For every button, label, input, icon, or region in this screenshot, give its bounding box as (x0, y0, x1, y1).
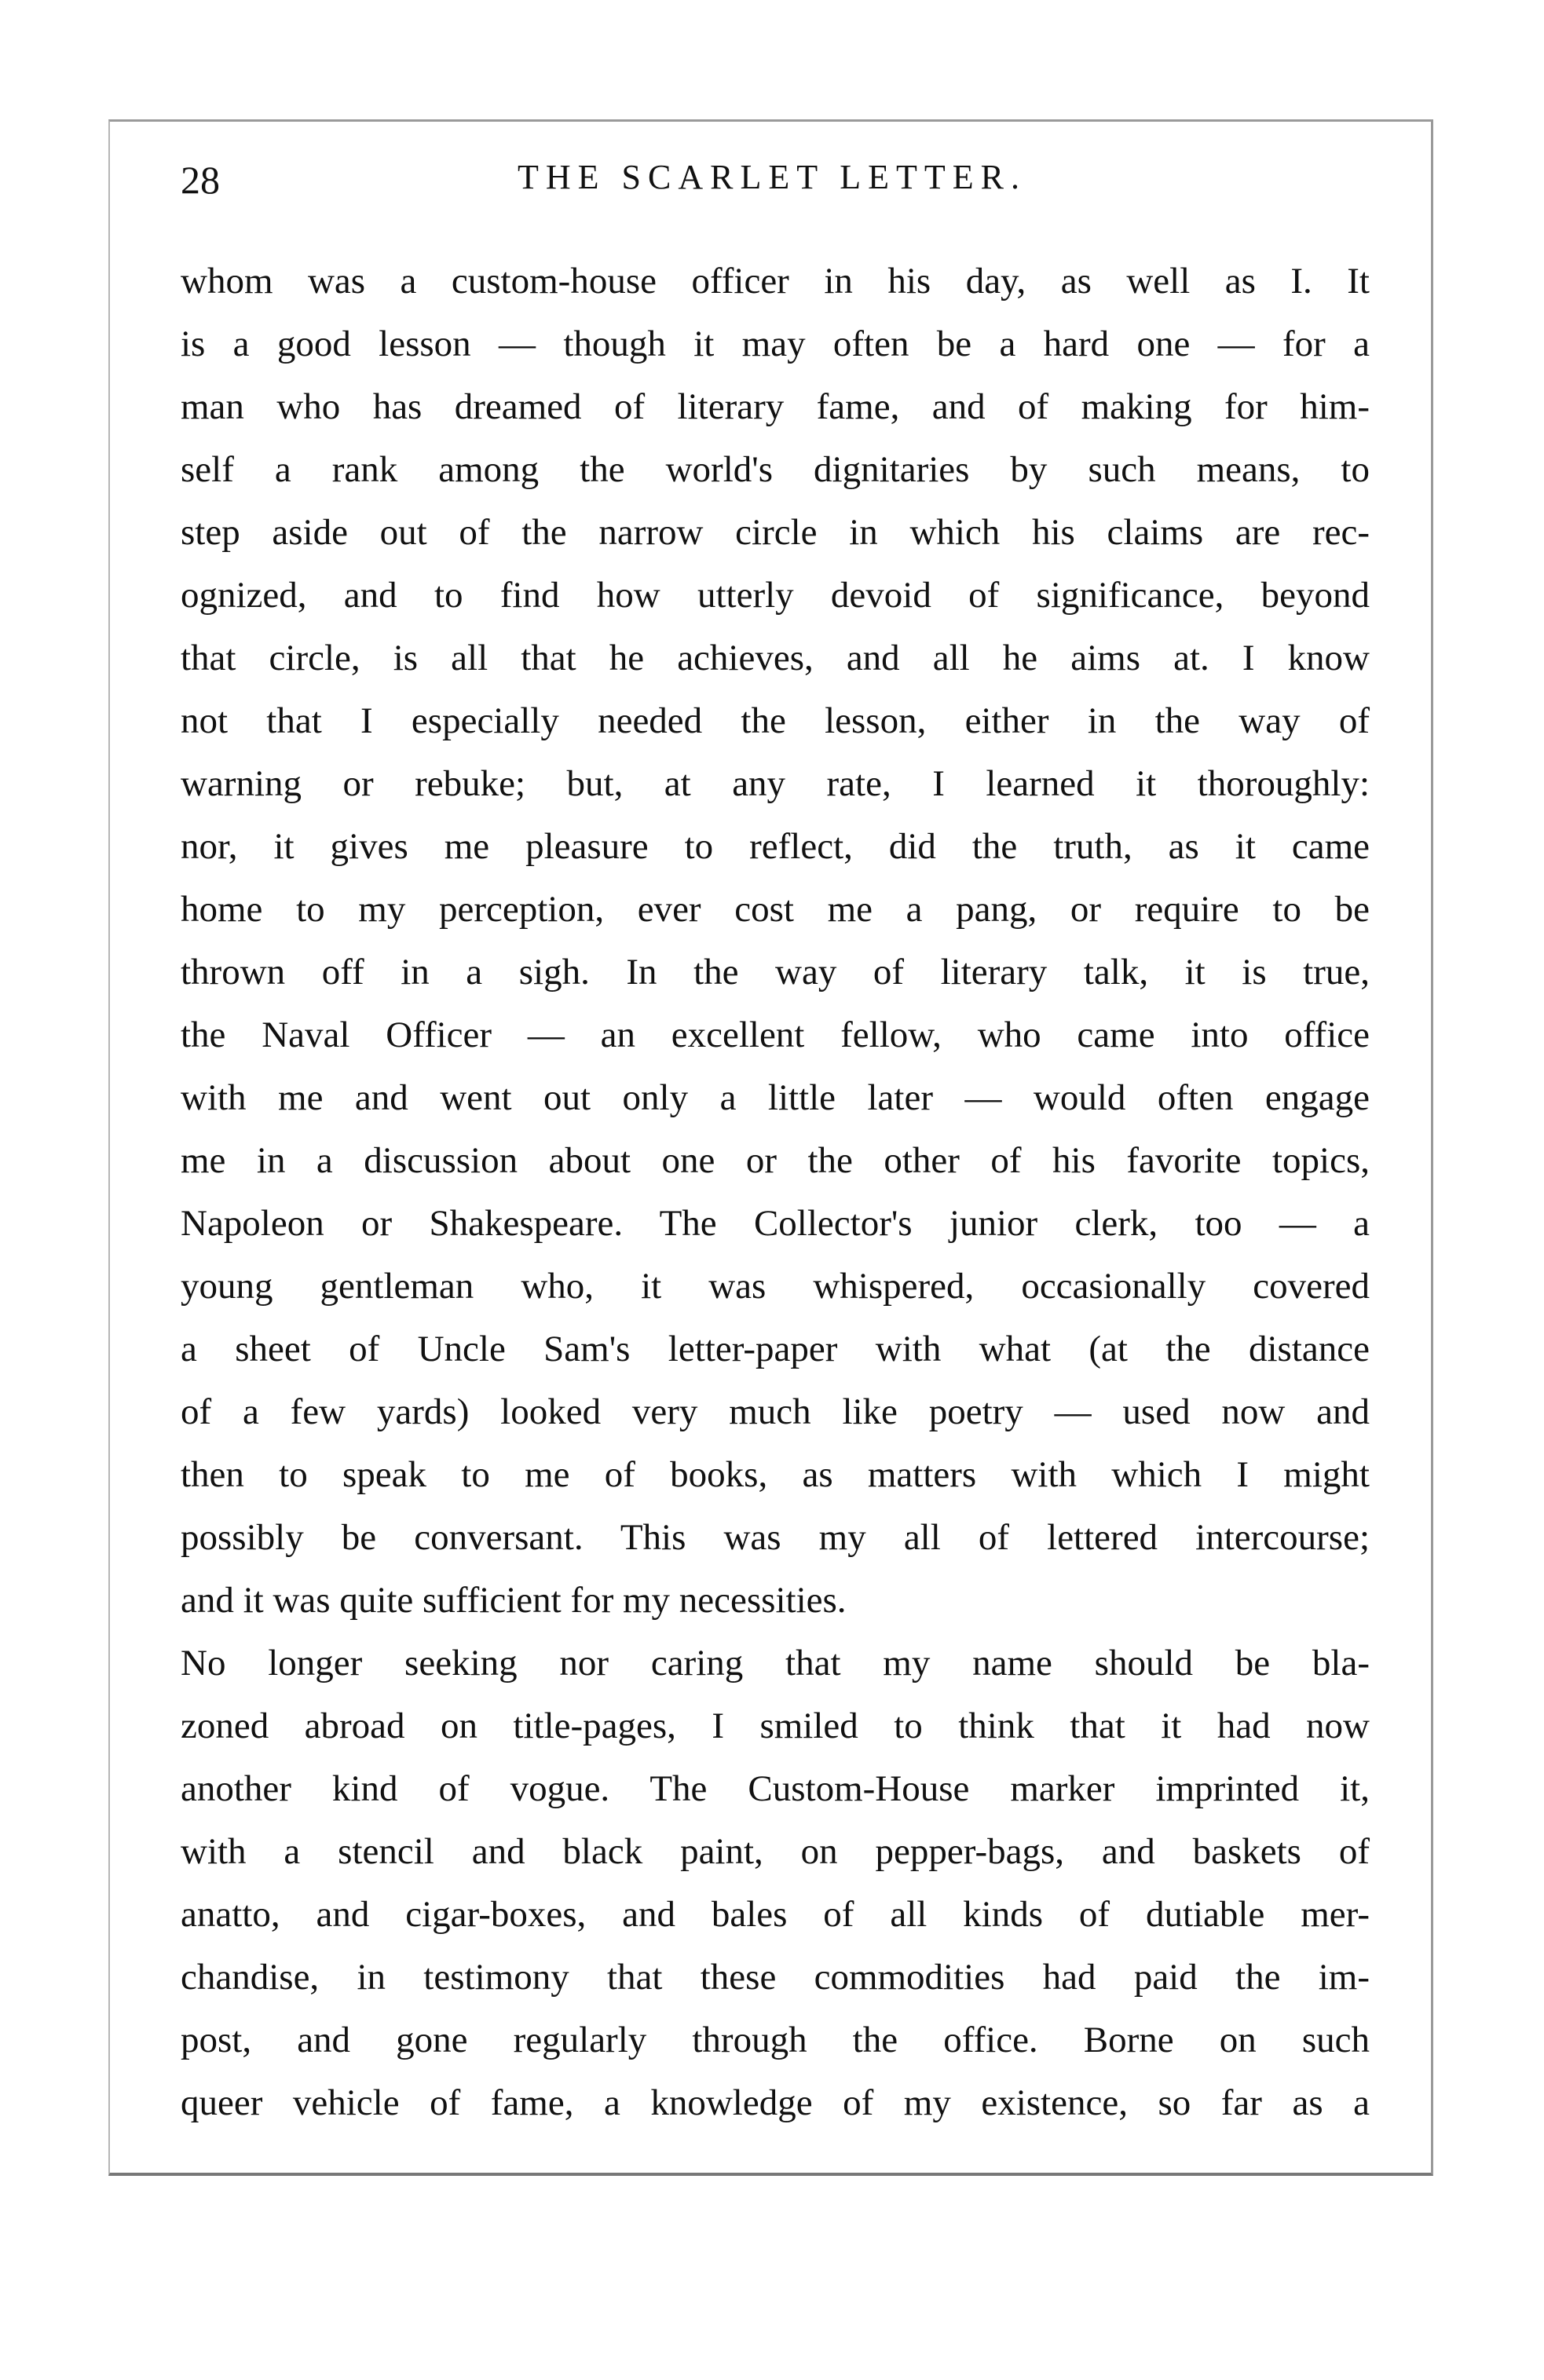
text-line: post, and gone regularly through the office. Borne on such (181, 2020, 1370, 2060)
text-line: self a rank among the world's dignitaries by such means, to (181, 449, 1370, 490)
text-line: whom was a custom-house officer in his day, as well as I. It (181, 261, 1370, 302)
text-line: chandise, in testimony that these commodities had paid the im- (181, 1957, 1370, 1998)
text-line: with me and went out only a little later — would often engage (181, 1077, 1370, 1118)
text-line: possibly be conversant. This was my all of lettered intercourse; (181, 1517, 1370, 1558)
text-line: home to my perception, ever cost me a pang, or require to be (181, 889, 1370, 930)
text-line: of a few yards) looked very much like poetry — used now and (181, 1391, 1370, 1432)
text-line: Napoleon or Shakespeare. The Collector's junior clerk, too — a (181, 1203, 1370, 1244)
text-line: not that I especially needed the lesson, either in the way of (181, 700, 1370, 741)
page-body-text (181, 250, 1370, 2134)
text-line: man who has dreamed of literary fame, and of making for him- (181, 386, 1370, 427)
text-line: that circle, is all that he achieves, and all he aims at. I know (181, 638, 1370, 678)
text-line: young gentleman who, it was whispered, occasionally covered (181, 1266, 1370, 1307)
running-title: THE SCARLET LETTER. (517, 158, 1027, 196)
text-line: No longer seeking nor caring that my name should be bla- (181, 1643, 1370, 1684)
text-line: me in a discussion about one or the other of his favorite topics, (181, 1140, 1370, 1181)
text-line: the Naval Officer — an excellent fellow, who came into office (181, 1015, 1370, 1055)
text-line: warning or rebuke; but, at any rate, I learned it thoroughly: (181, 763, 1370, 804)
text-line: then to speak to me of books, as matters with which I might (181, 1454, 1370, 1495)
text-line: another kind of vogue. The Custom-House marker imprinted it, (181, 1768, 1370, 1809)
text-line: is a good lesson — though it may often be a hard one — for a (181, 324, 1370, 364)
text-line: zoned abroad on title-pages, I smiled to think that it had now (181, 1705, 1370, 1746)
text-line: queer vehicle of fame, a knowledge of my existence, so far as a (181, 2082, 1370, 2123)
text-line: ognized, and to find how utterly devoid of significance, beyond (181, 575, 1370, 616)
text-line: a sheet of Uncle Sam's letter-paper with what (at the distance (181, 1329, 1370, 1369)
text-line: thrown off in a sigh. In the way of literary talk, it is true, (181, 952, 1370, 993)
text-line: with a stencil and black paint, on pepper-bags, and baskets of (181, 1831, 1370, 1872)
text-line: anatto, and cigar-boxes, and bales of all kinds of dutiable mer- (181, 1894, 1370, 1935)
page-number: 28 (181, 158, 220, 202)
text-line: nor, it gives me pleasure to reflect, did the truth, as it came (181, 826, 1370, 867)
text-line: and it was quite sufficient for my necessities. (181, 1580, 847, 1621)
text-line: step aside out of the narrow circle in which his claims are rec- (181, 512, 1370, 553)
